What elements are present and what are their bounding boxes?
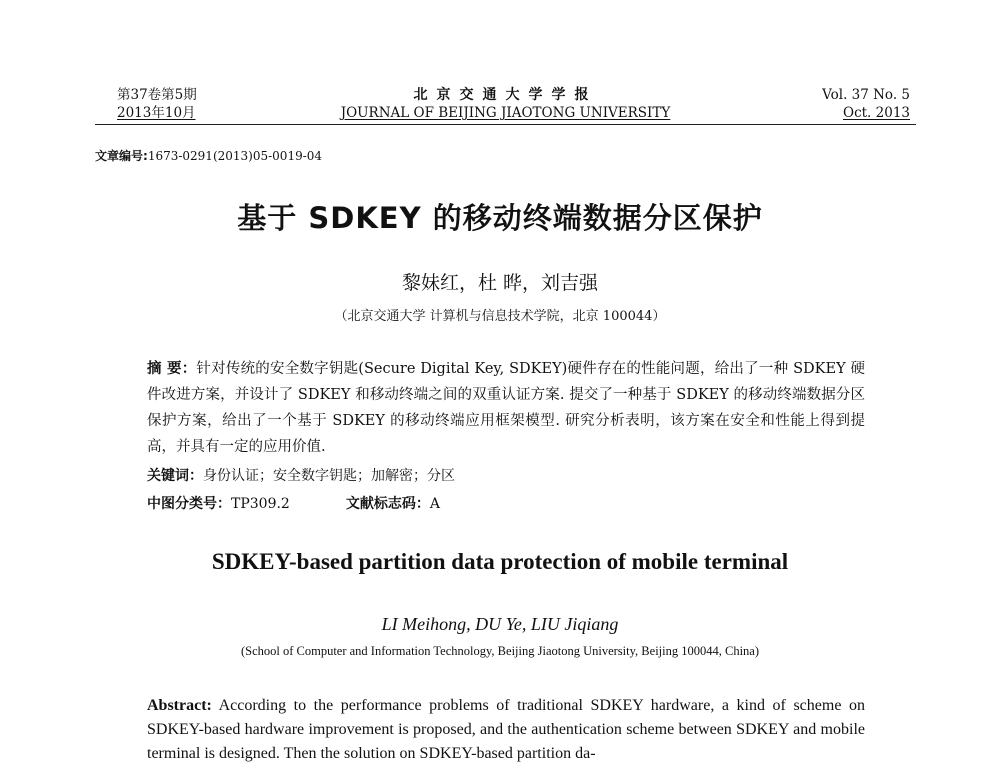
article-number-value: 1673-0291(2013)05-0019-04 bbox=[147, 149, 323, 163]
clc-label: 中图分类号： bbox=[147, 496, 231, 512]
volume-label: 第37卷第5期 bbox=[117, 87, 197, 103]
affiliation-en: (School of Computer and Information Technology, Beijing Jiaotong University, Beijing 100044, China) bbox=[240, 644, 760, 658]
doc-code-label: 文献标志码： bbox=[345, 496, 430, 512]
authors-en: LI Meihong, DU Ye, LIU Jiqiang bbox=[381, 614, 619, 634]
journal-name bbox=[95, 86, 916, 122]
abstract-cn-text: 针对传统的安全数字钥匙(Secure Digital Key, SDKEY)硬件存在的性能问题，给出了一种 SDKEY 硬件改进方案，并设计了 SDKEY 和移动终端之间的双重认证方案. 提交了一种基于 SDKEY 的移动终端数据分区保护方案，给出了一个基于 SDKEY 的移动终端应用框架模型. 研究分析表明，该方案在安全和性能上得到提高，并具有一定的应用价值. bbox=[147, 361, 865, 455]
abstract-en-label: Abstract: bbox=[147, 697, 212, 714]
doc-code-value: A bbox=[429, 496, 440, 512]
paper-title-cn: 基于 SDKEY 的移动终端数据分区保护 bbox=[237, 201, 763, 235]
volume-label-en: Vol. 37 No. 5 bbox=[822, 87, 910, 103]
abstract-en bbox=[147, 694, 865, 766]
affiliation-cn: （北京交通大学 计算机与信息技术学院，北京 100044） bbox=[334, 309, 666, 324]
authors-cn: 黎妹红，杜 晔，刘吉强 bbox=[401, 272, 599, 294]
journal-name-en: JOURNAL OF BEIJING JIAOTONG UNIVERSITY bbox=[340, 105, 671, 121]
keywords-cn-text: 身份认证；安全数字钥匙；加解密；分区 bbox=[203, 468, 455, 484]
issue-date: 2013年10月 bbox=[117, 105, 196, 121]
abstract-cn-label: 摘 要： bbox=[147, 361, 197, 377]
keywords-cn-label: 关键词： bbox=[147, 468, 203, 484]
volume-issue-en bbox=[822, 86, 910, 122]
abstract-cn bbox=[147, 356, 865, 460]
abstract-en-text: According to the performance problems of traditional SDKEY hardware, a kind of scheme on SDKEY-based hardware improvement is proposed, and the authentication scheme between SDKEY and mobile terminal is designed. Then the solution on SDKEY-based partition da- bbox=[147, 697, 865, 762]
article-number-label: 文章编号: bbox=[95, 149, 148, 163]
issue-date-en: Oct. 2013 bbox=[843, 105, 910, 121]
article-number bbox=[95, 147, 322, 164]
journal-header bbox=[95, 86, 916, 126]
journal-name-cn: 北京交通大学学报 bbox=[413, 87, 598, 103]
keywords-cn bbox=[147, 466, 455, 486]
header-rule bbox=[95, 124, 916, 125]
paper-title-en: SDKEY-based partition data protection of mobile terminal bbox=[211, 549, 789, 574]
classification-line bbox=[147, 494, 440, 514]
clc-value: TP309.2 bbox=[231, 496, 290, 512]
